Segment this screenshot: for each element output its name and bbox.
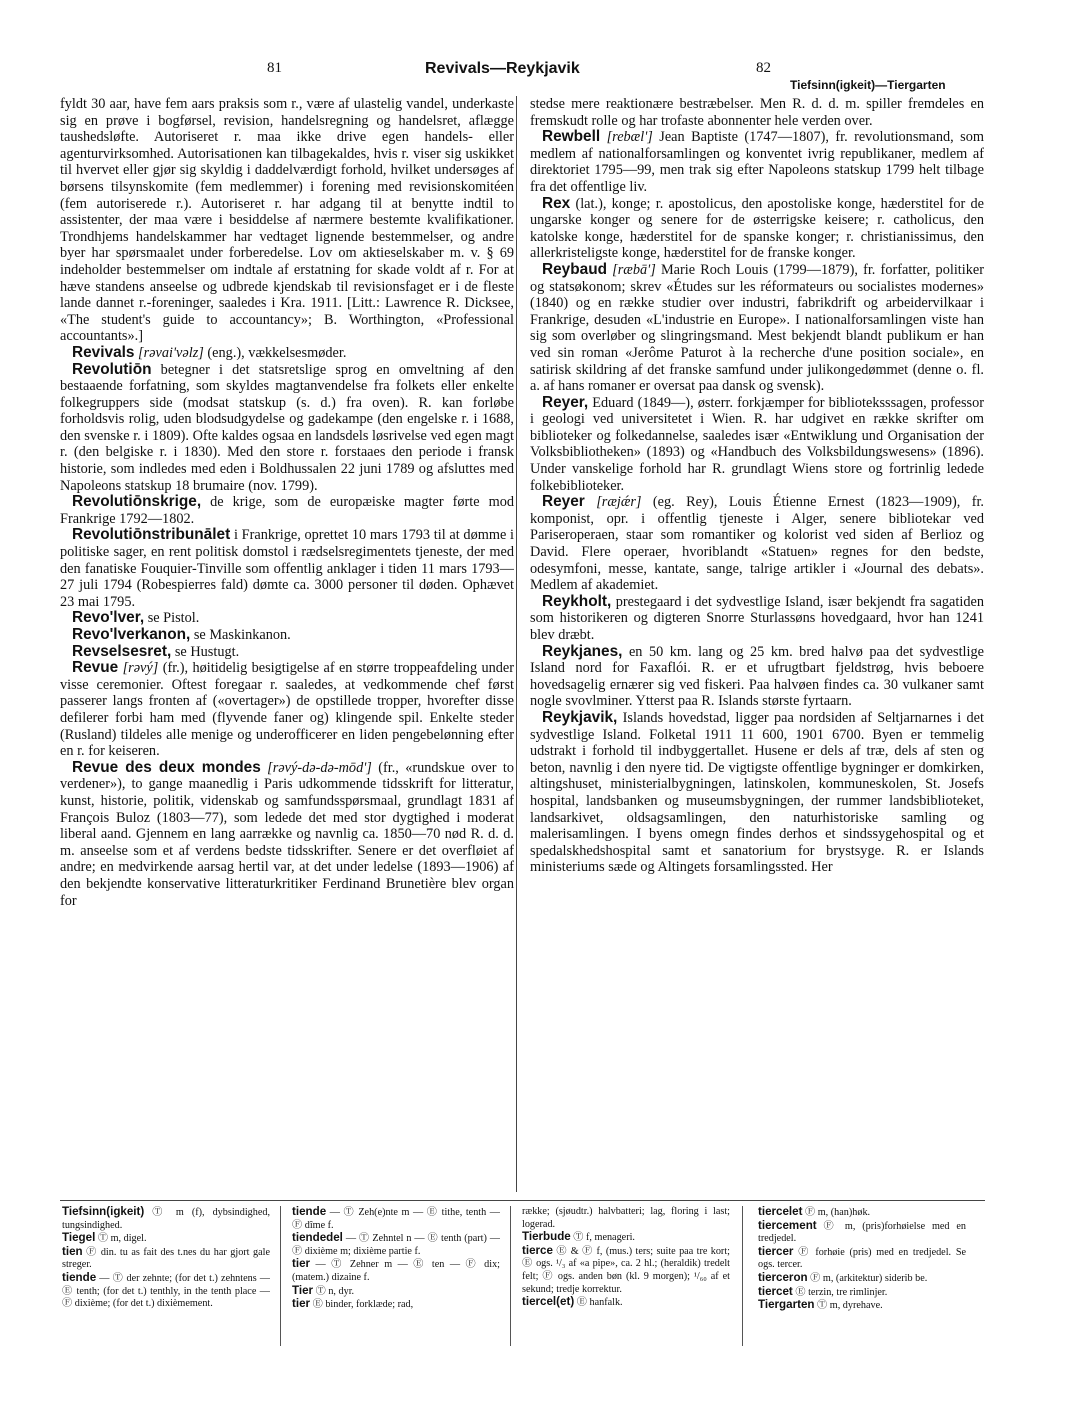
- footnote-headword: Tier: [292, 1283, 314, 1297]
- dictionary-entry: [530, 129, 984, 195]
- dictionary-entry: [530, 395, 984, 495]
- entry-pronunciation: [ræbā']: [612, 261, 656, 278]
- right-text-column: [530, 96, 984, 1196]
- footnote-entry: [62, 1272, 270, 1311]
- footnote-headword: Tiegel: [62, 1231, 96, 1245]
- footnote-entry: [758, 1299, 966, 1313]
- entry-headword: Revue des deux mondes: [72, 758, 261, 776]
- footnote-text: Ⓣ m, dyrehave.: [817, 1300, 883, 1312]
- footnote-text: Ⓣ n, dyr.: [315, 1285, 355, 1297]
- entry-headword: Revue: [72, 659, 119, 677]
- dictionary-entry: [60, 96, 514, 345]
- page-number-left: 81: [267, 60, 282, 76]
- entry-text: (eng.), vækkelsesmøder.: [207, 344, 347, 361]
- footnote-entry: [758, 1206, 966, 1220]
- entry-headword: Revolutiōnstribunālet: [72, 526, 231, 544]
- footnote-divider: [60, 1200, 985, 1201]
- entry-pronunciation: [rəvý-də-də-mōd']: [267, 759, 372, 776]
- footnote-text: Ⓣ m, digel.: [97, 1233, 147, 1245]
- footnote-headword: Tiefsinn(igkeit): [62, 1206, 145, 1218]
- entry-text: se Pistol.: [147, 610, 200, 627]
- dictionary-entry: [60, 610, 514, 627]
- footnote-text: række; (sjøudtr.) halvbatteri; lag, floring i last; logerad.: [522, 1206, 730, 1230]
- left-text-column: [60, 96, 514, 1196]
- entry-text: se Maskinkanon.: [193, 627, 291, 643]
- footnote-headword: tierce: [522, 1243, 553, 1257]
- page-title: Revivals—Reykjavik: [425, 60, 580, 77]
- footnote-entry: [758, 1246, 966, 1272]
- footnote-entry: [62, 1246, 270, 1272]
- dictionary-entry: [60, 644, 514, 661]
- footnote-text: — Ⓣ Zeh(e)nte m — Ⓔ tithe, tenth — Ⓕ dîme f.: [292, 1207, 500, 1231]
- dictionary-entry: [60, 494, 514, 527]
- entry-pronunciation: [rəvai'vəlz]: [138, 344, 204, 361]
- footnote-entry: [292, 1285, 500, 1299]
- footnote-column-divider: [510, 1206, 511, 1346]
- footnote-text: — Ⓣ Zehner m — Ⓔ ten — Ⓕ dix; (matem.) dizaine f.: [292, 1259, 500, 1283]
- footnote-entry: [292, 1258, 500, 1284]
- footnote-headword: tiercer: [758, 1244, 794, 1258]
- dictionary-entry: [60, 362, 514, 495]
- footnote-entry: [292, 1206, 500, 1232]
- entry-headword: Revivals: [72, 343, 135, 361]
- footnote-column-divider: [280, 1206, 281, 1346]
- entry-headword: Revo'lver,: [72, 609, 145, 627]
- entry-pronunciation: [ræjǽr]: [596, 494, 642, 511]
- column-divider: [516, 96, 517, 1192]
- entry-pronunciation: [rəvý]: [122, 660, 159, 677]
- footnote-entry: [522, 1206, 730, 1231]
- entry-text: stedse mere reaktionære bestræbelser. Men R. d. d. m. spiller fremdeles en fremskudt rolle og har trofaste abonnenter hele verden over.: [530, 96, 984, 129]
- entry-headword: Reykjavik,: [542, 708, 618, 726]
- footnote-entry: [522, 1245, 730, 1296]
- footnote-text: Ⓔ binder, forklæde; rad,: [312, 1299, 414, 1311]
- entry-text: Islands hovedstad, ligger paa nordsiden af Seltjarnarnes i det sydvestlige Island. Folketal 1911 11 600, 1901 6700. Byen er temmelig udstrakt i forhold til indbyggertallet. Husene er dels af træ, dels af sten og beton, navnlig i den nyere tid. De vigtigste offentlige bygninger er domkirken, altingshuset, ministerialbygningen, latinskolen, kommuneskolen, St. Josefs hospital, landsbanken og museumsbygningen, der rummer landsbiblioteket, landsarkivet, oldsagsamlingen, den naturhistoriske samling og malerisamlingen. I byens omegn findes derhos et sindssygehospital og et spedalskhedshospital samt et sanatorium for brystsyge. R. er Islands ministeriums sæde og Altingets forsamlingssted. Her: [530, 709, 984, 876]
- footnote-column-2: [292, 1206, 500, 1356]
- entry-text: betegner i det statsretslige sprog en omveltning af den bestaaende forfatning, som skyldes magtanvendelse fra folkets eller enkelte folkegruppers side (modsat statskup (s. d.) fra oven). R. kan forløbe forholdsvis rolig, uden blodsudgydelse og gadekampe (den engelske r. i 1688, den svenske r. i 1809). Ofte kaldes ogsaa en landsdels løsrivelse ved egen magt r. (den belgiske r. i 1830). Med den store r. forstaaes den periode i fransk historie, som indledes med eden i Boldhussalen 22 juni 1789 og afsluttes med Napoleons statskup 18 brumaire (nov. 1799).: [60, 361, 514, 494]
- entry-text: Marie Roch Louis (1799—1879), fr. forfatter, politiker og statsøkonom; skrev «Études sur les réformateurs ou socialistes modernes» (1840) og en række studier over industri, fabrikdrift og arbeidervilkaar i Frankrige, desuden «L'industrie en Europe». I nationalforsamlingen viste han sig som overløber og slingringsmand. Mest bekjendt blandt publikum er han ved sin roman «Jerôme Paturot à la recherche d'une position sociale», en satirisk skildring af det franske samfund under julikongedømmet (denne o. fl. a. af hans romaner er oversat paa dansk og svensk).: [530, 261, 984, 395]
- entry-headword: Reykholt,: [542, 592, 612, 610]
- entry-headword: Revolutiōnskrige,: [72, 493, 202, 511]
- entry-text: (fr., «rundskue over to verdener»), to gange maanedlig i Paris udkommende tidsskrift for litteratur, kunst, historie, politik, videnskab og samfundsspørsmaal, grundlagt 1831 af François Buloz (1803—77), som ledede det med stor dygtighed i moderat liberal aand. Gjennem en lang aarrække og navnlig ca. 1850—70 nød R. d. d. m. anseelse som et af verdens bedste tidsskrifter. Senere er det overfløiet af andre; en medvirkende aarsag hertil var, at det under ledelse (1893—1906) af den bekjendte konservative litteraturkritiker Ferdinand Brunetière blev organ for: [60, 759, 514, 909]
- footnote-text: Ⓣ m (f), dybsindighed, tungsindighed.: [62, 1207, 270, 1231]
- entry-text: se Hustugt.: [174, 643, 240, 660]
- entry-text: Jean Baptiste (1747—1807), fr. revolutionsmand, som medlem af nationalforsamlingen og konventet ivrig republikaner, medlem af direktoriet 1795—99, men trak sig efter Napoleons statskup 1799 helt tilbage fra det offentlige liv.: [530, 129, 984, 195]
- entry-headword: Reybaud: [542, 260, 607, 278]
- entry-text: (fr.), høitidelig besigtigelse af en større troppeafdeling under visse ceremonier. Oftest foregaar r. saaledes, at vedkommende chef først passerer langs fronten af («overtager») de opstillede tropper, hvorefter disse defilerer forbi ham med (flyvende faner og) klingende spil. Enkelte steder (Rusland) tildeles alle menige og underofficerer en liden pengebelønning efter en r. for keiseren.: [60, 660, 514, 760]
- footnote-text: Ⓕ m, (han)høk.: [805, 1207, 871, 1218]
- entry-headword: Revo'lverkanon,: [72, 626, 191, 643]
- footnote-headword: tier: [292, 1257, 311, 1271]
- entry-headword: Reyer,: [542, 393, 589, 411]
- footnote-entry: [62, 1206, 270, 1232]
- guide-words: Tiefsinn(igkeit)—Tiergarten: [790, 78, 946, 92]
- footnote-entry: [758, 1220, 966, 1246]
- entry-text: de krige, som de europæiske magter førte mod Frankrige 1792—1802.: [60, 494, 514, 527]
- footnote-headword: Tierbude: [522, 1230, 571, 1244]
- footnote-column-4: [758, 1206, 966, 1356]
- footnote-headword: tiercet: [758, 1284, 793, 1298]
- dictionary-entry: [60, 760, 514, 909]
- dictionary-entry: [60, 660, 514, 760]
- dictionary-entry: [530, 594, 984, 644]
- entry-text: (eg. Rey), Louis Étienne Ernest (1823—1909), fr. komponist, opr. i offentlig tjeneste i Alger, senere bibliotekar ved Pariseroperaen, staar som romantiker og kolorist ved siden af Berlioz og David. Flere operaer, hvoriblandt «Statuen» regnes for den bedste, odesymfoni, messe, kantate, sange, talrige artikler i «Journal des debats». Medlem af akademiet.: [530, 494, 984, 594]
- footnote-entry: [758, 1286, 966, 1300]
- entry-text: en 50 km. lang og 25 km. bred halvø paa det sydvestlige Island nord for Faxaflói. R. er et ufrugtbart fjeldstrøg, hvis beboere hovedsagelig ernærer sig ved fiskeri. Paa halvøen findes ca. 30 vulkaner samt nogle svovlminer. Ytterst paa R. Islands største fyrtaarn.: [530, 643, 984, 710]
- footnote-headword: tierceron: [758, 1270, 808, 1284]
- footnote-entry: [292, 1298, 500, 1312]
- dictionary-entry: [530, 196, 984, 262]
- footnote-headword: tiende: [292, 1206, 327, 1218]
- footnote-text: Ⓣ f, menageri.: [573, 1232, 635, 1244]
- footnote-entry: [522, 1296, 730, 1310]
- entry-text: (lat.), konge; r. apostolicus, den apostoliske konge, hæderstitel for de ungarske konger og senere for de østerrigske keisere; r. catholicus, den katolske konge, hæderstitel for de spanske konger; r. christianissimus, den allerkristeligste konge, hæderstitel for de franske konger.: [530, 195, 984, 262]
- footnote-headword: tier: [292, 1297, 311, 1311]
- footnote-entry: [62, 1232, 270, 1246]
- footnote-headword: tiercelet: [758, 1206, 803, 1218]
- entry-headword: Rewbell: [542, 128, 601, 146]
- dictionary-entry: [530, 644, 984, 710]
- footnote-text: Ⓔ terzin, tre rimlinjer.: [795, 1286, 888, 1298]
- footnote-entry: [522, 1231, 730, 1245]
- footnote-headword: tien: [62, 1244, 83, 1258]
- entry-pronunciation: [rebæl']: [606, 129, 653, 146]
- footnote-headword: tiercel(et): [522, 1295, 575, 1309]
- footnote-text: Ⓔ hanfalk.: [576, 1297, 623, 1309]
- footnote-column-1: [62, 1206, 270, 1356]
- dictionary-entry: [530, 96, 984, 129]
- entry-headword: Reykjanes,: [542, 642, 623, 660]
- entry-headword: Reyer: [542, 493, 585, 511]
- footnote-text: Ⓕ m, (arkitektur) siderib be.: [810, 1272, 928, 1284]
- footnote-text: — Ⓣ Zehntel n — Ⓔ tenth (part) — Ⓕ dixième m; dixième partie f.: [292, 1233, 500, 1257]
- footnote-column-3: [522, 1206, 730, 1356]
- entry-headword: Rex: [542, 194, 571, 212]
- footnote-headword: tiendedel: [292, 1231, 343, 1245]
- footnote-headword: Tiergarten: [758, 1298, 815, 1312]
- footnote-headword: tiercement: [758, 1218, 817, 1232]
- footnote-text: Ⓔ & Ⓕ f, (mus.) ters; suite paa tre kort; Ⓔ ogs. ¹/₃ af «a pipe», ca. 2 hl.; (heraldik) tredelt felt; Ⓕ ogs. anden bøn (kl. 9 morgen); ¹/₆₀ af et sekund; tredje korrektur.: [522, 1245, 730, 1295]
- entry-text: i Frankrige, oprettet 10 mars 1793 til at dømme i politiske sager, en rent politisk domstol i rædselsregimentets tjeneste, der med den fanatiske Fouquier-Tinville som offentlig anklager i tiden 11 mars 1793—27 juli 1794 (Robespierres fald) dømte ca. 3000 personer til døden. Ophævet 23 mai 1795.: [60, 527, 514, 610]
- footnote-entry: [292, 1232, 500, 1258]
- footnote-text: Ⓕ din. tu as fait des t.nes du har gjort gale streger.: [62, 1246, 270, 1271]
- entry-text: Eduard (1849—), østerr. forkjæmper for biblioteksssagen, professor i geologi ved universitetet i Wien. R. har udgivet en række skrifter om biblioteker og folkedannelse, saaledes især «Entwiklung und Organisation der Volksbibliotheken» (1893) og «Handbuch des Volksbildungswesens» (1896). Under vanskelige forhold har R. grundlagt Wiens store og fortrinlig ledede folkebiblioteker.: [530, 394, 984, 494]
- footnote-text: Ⓕ forhøie (pris) med en tredjedel. Se ogs. tercer.: [758, 1246, 966, 1271]
- page-number-right: 82: [756, 60, 771, 76]
- entry-headword: Revselsesret,: [72, 642, 172, 660]
- footnote-column-divider: [742, 1206, 743, 1346]
- dictionary-entry: [60, 345, 514, 362]
- dictionary-entry: [530, 262, 984, 395]
- dictionary-entry: [530, 710, 984, 876]
- dictionary-entry: [60, 627, 514, 644]
- footnote-text: — Ⓣ der zehnte; (for det t.) zehntens — Ⓔ tenth; (for det t.) tenthly, in the tenth place — Ⓕ dixième; (for det t.) dixièmement.: [62, 1272, 270, 1310]
- entry-text: prestegaard i det sydvestlige Island, især bekjendt fra sagatiden som historikeren og digteren Snorre Sturlassøns hovedgaard, hvor han 1241 blev dræbt.: [530, 593, 984, 643]
- dictionary-entry: [530, 494, 984, 594]
- dictionary-entry: [60, 527, 514, 610]
- entry-headword: Revolutiōn: [72, 360, 152, 378]
- footnote-text: Ⓕ m, (pris)forhøielse med en tredjedel.: [758, 1220, 966, 1245]
- footnote-headword: tiende: [62, 1270, 97, 1284]
- entry-text: fyldt 30 aar, have fem aars praksis som r., være af ulastelig vandel, underkaste sig en prøve i bogførsel, revision, handelsregning og handelsret, aflægge taushedsløfte. Autoriseret r. maa ikke drive egen handels- eller agenturvirksomhed. Autorisationen kan tilbagekaldes, hvis r. viser sig uskikket til hvervet eller gjør sig skyldig i daddelværdigt forhold, hvilket undersøges af børsens tilsynskomite (fem medlemmer) i forening med revisionskomitéen (fem autoriserede r.). Autoriseret r. har adgang til at benytte indtil to assistenter, der maa være i besiddelse af nærmere bestemte kvalifikationer. Trondhjems handelskammer har vedtaget lignende bestemmelser, og andre byer har spørsmaalet under forberedelse. Lov om aktieselskaber m. v. § 69 indeholder bestemmelser om indtale af erstatning for skade voldt af r. For at hæve standens anseelse og udbrede kjendskab til revisionsfaget er i de fleste lande dannet r.-foreninger, saaledes i Kra. 1911. [Litt.: Lawrence R. Dicksee, «The student's guide to accountancy»; B. Worthington, «Professional accountants».]: [60, 96, 514, 345]
- footnote-entry: [758, 1272, 966, 1286]
